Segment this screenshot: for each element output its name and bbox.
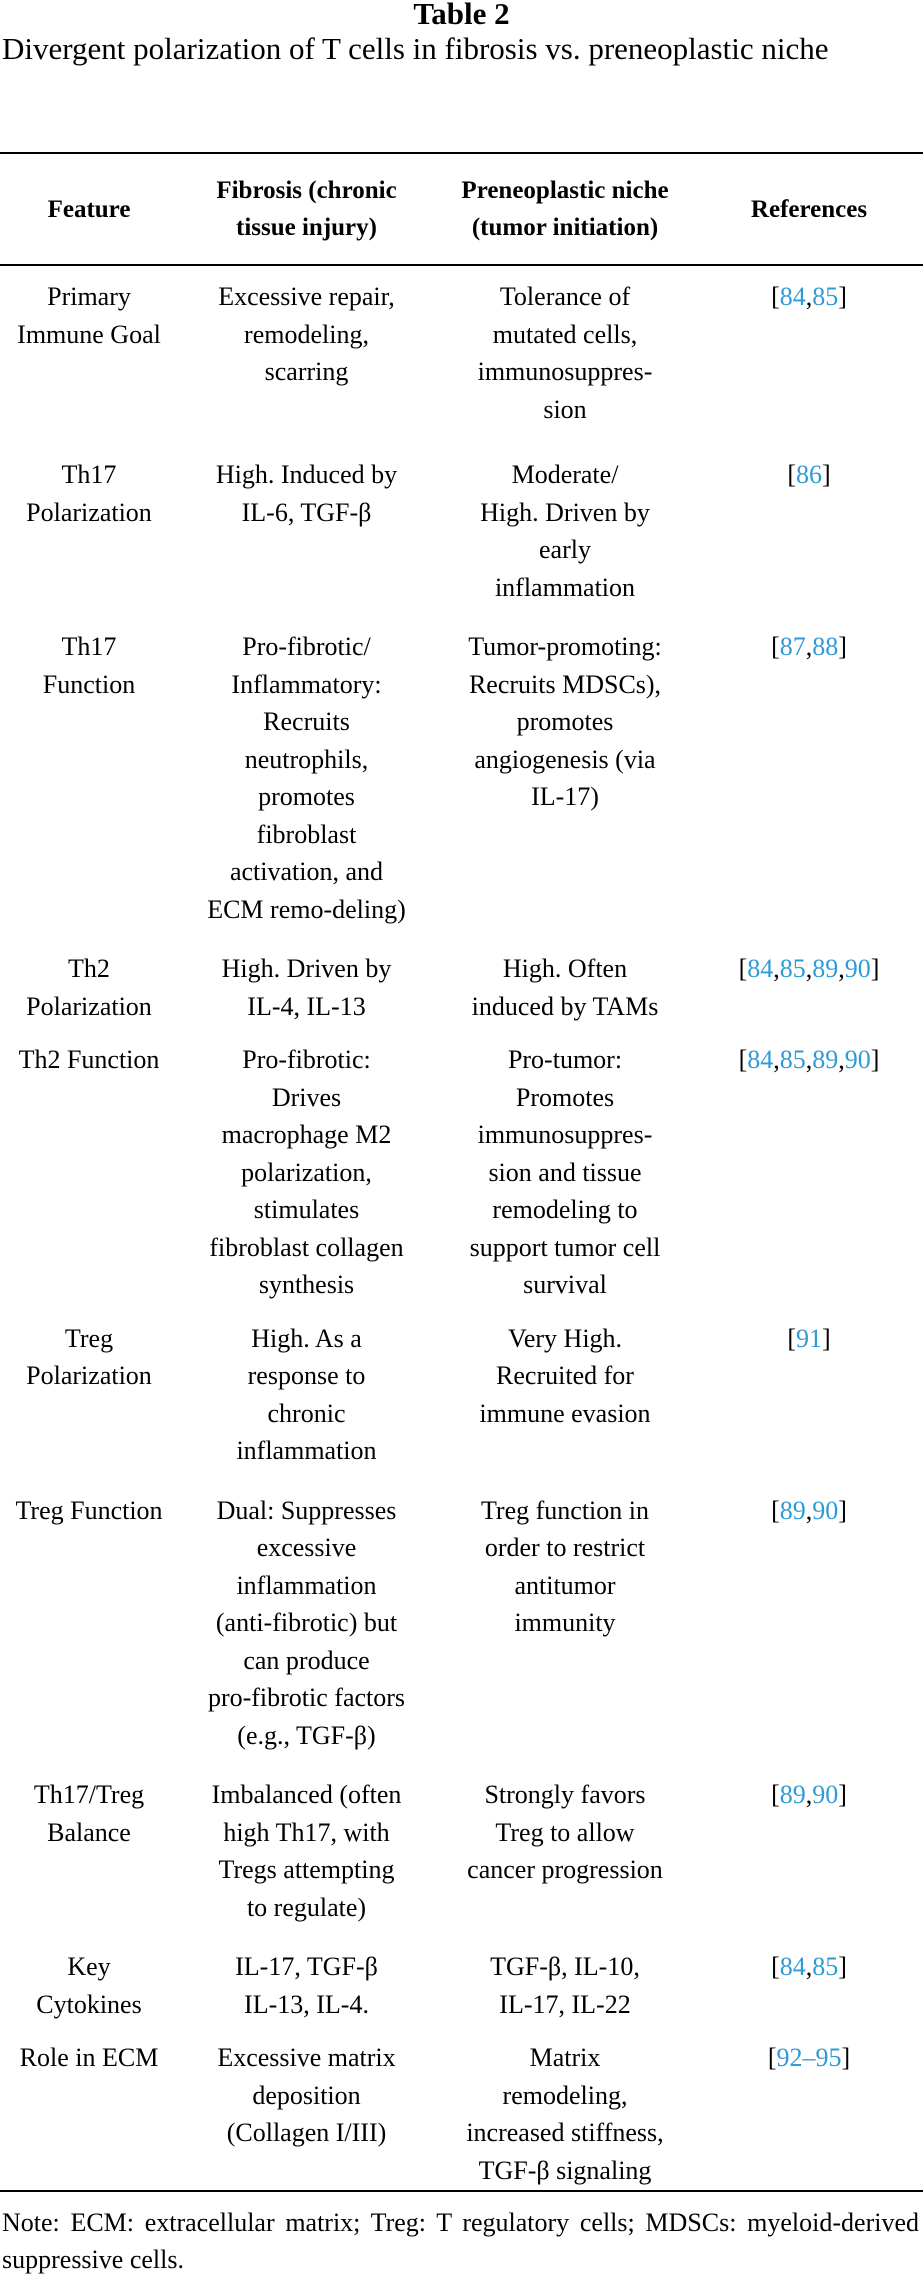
fibrosis-cell-line: (e.g., TGF-β) — [237, 1720, 376, 1750]
preneoplastic-cell-line: Pro-tumor: — [507, 1045, 623, 1074]
fibrosis-cell-line: synthesis — [258, 1270, 355, 1299]
fibrosis-cell-line: can produce — [243, 1645, 370, 1675]
reference-link[interactable]: 89 — [812, 1045, 839, 1074]
feature-cell-line: Balance — [47, 1817, 131, 1847]
preneoplastic-cell-line: Promotes — [515, 1082, 615, 1112]
fibrosis-cell-line: neutrophils, — [244, 744, 369, 774]
preneoplastic-cell-line: early — [539, 535, 591, 564]
fibrosis-cell-line: chronic — [267, 1398, 346, 1428]
preneoplastic-cell-line: increased stiffness, — [466, 2118, 664, 2147]
reference-link[interactable]: 89 — [779, 1495, 806, 1525]
fibrosis-cell — [178, 2039, 435, 2211]
table-caption: Divergent polarization of T cells in fibrosis vs. preneoplastic niche — [2, 31, 829, 66]
preneoplastic-cell-line: mutated cells, — [492, 319, 638, 349]
fibrosis-cell-line: fibroblast collagen — [209, 1232, 404, 1262]
fibrosis-cell-line: macrophage M2 — [221, 1120, 392, 1149]
preneoplastic-cell-line: TGF-β signaling — [478, 2155, 652, 2185]
preneoplastic-cell — [435, 628, 695, 950]
preneoplastic-cell-line: immunosuppres- — [477, 1120, 653, 1149]
fibrosis-cell-line: High. Induced by — [215, 460, 398, 489]
table-row — [0, 456, 923, 628]
references-cell: [89,90] — [771, 1780, 847, 1809]
feature-cell-line: Role in ECM — [19, 2043, 159, 2072]
feature-cell — [0, 1492, 178, 1777]
preneoplastic-cell-line: antitumor — [514, 1570, 616, 1600]
reference-link[interactable]: 90 — [844, 1045, 871, 1074]
feature-cell — [0, 1041, 178, 1320]
fibrosis-cell-line: activation, and — [229, 857, 384, 886]
fibrosis-cell-line: Recruits — [263, 707, 350, 736]
table-row — [0, 264, 923, 456]
reference-link[interactable]: 89 — [812, 954, 839, 983]
reference-link[interactable]: 91 — [796, 1323, 822, 1353]
table-row — [0, 1492, 923, 1777]
reference-link[interactable]: 90 — [812, 1780, 839, 1809]
preneoplastic-cell-line: angiogenesis (via — [474, 744, 656, 774]
feature-cell — [0, 628, 178, 950]
preneoplastic-cell — [435, 2039, 695, 2211]
preneoplastic-cell-line: Recruits MDSCs), — [468, 669, 662, 699]
fibrosis-cell — [178, 264, 435, 456]
preneoplastic-cell — [435, 1041, 695, 1320]
feature-cell — [0, 950, 178, 1041]
preneoplastic-cell-line: IL-17) — [531, 782, 599, 811]
fibrosis-cell-line: Drives — [271, 1082, 342, 1112]
preneoplastic-cell-line: sion and tissue — [488, 1157, 642, 1187]
preneoplastic-cell-line: survival — [523, 1270, 607, 1299]
references-cell: [84,85] — [771, 282, 847, 311]
feature-cell-line: Immune Goal — [17, 319, 161, 349]
fibrosis-cell-line: Tregs attempting — [218, 1855, 395, 1884]
fibrosis-cell-line: Excessive matrix — [217, 2043, 396, 2072]
preneoplastic-cell-line: order to restrict — [484, 1533, 646, 1562]
fibrosis-cell-line: Excessive repair, — [218, 282, 395, 311]
fibrosis-cell-line: high Th17, with — [223, 1817, 390, 1847]
preneoplastic-cell-line: immunosuppres- — [477, 357, 653, 386]
preneoplastic-cell-line: Tumor-promoting: — [468, 632, 662, 661]
feature-cell-line: Polarization — [26, 991, 152, 1021]
fibrosis-cell-line: promotes — [258, 782, 355, 811]
references-cell: [86] — [787, 460, 831, 489]
reference-link[interactable]: 85 — [779, 954, 806, 983]
table-row — [0, 628, 923, 950]
fibrosis-cell-line: IL-6, TGF-β — [241, 497, 372, 527]
feature-cell — [0, 2039, 178, 2211]
reference-link[interactable]: 88 — [812, 632, 839, 661]
feature-cell-line: Polarization — [26, 497, 152, 527]
preneoplastic-cell — [435, 1320, 695, 1492]
preneoplastic-cell-line: Moderate/ — [511, 460, 619, 489]
fibrosis-cell — [178, 1776, 435, 1948]
table-row — [0, 1041, 923, 1320]
fibrosis-cell — [178, 1492, 435, 1777]
references-cell: [89,90] — [771, 1495, 847, 1525]
reference-link[interactable]: 89 — [779, 1780, 806, 1809]
fibrosis-cell-line: (Collagen I/III) — [226, 2118, 387, 2147]
fibrosis-cell-line: remodeling, — [244, 319, 369, 349]
feature-cell-line: Th17 — [61, 632, 117, 661]
table-row — [0, 1320, 923, 1492]
preneoplastic-cell-line: Treg to allow — [495, 1817, 635, 1847]
fibrosis-cell — [178, 1948, 435, 2039]
preneoplastic-cell-line: sion — [543, 394, 587, 424]
references-cell: [84,85,89,90] — [738, 1045, 880, 1074]
fibrosis-cell-line: High. Driven by — [221, 954, 392, 983]
fibrosis-cell-line: inflammation — [236, 1570, 377, 1600]
fibrosis-cell-line: IL-17, TGF-β — [235, 1952, 378, 1981]
preneoplastic-cell-line: promotes — [516, 707, 614, 736]
preneoplastic-cell-line: inflammation — [494, 572, 636, 602]
fibrosis-cell-line: ECM remo-deling) — [207, 894, 406, 924]
preneoplastic-cell-line: immunity — [514, 1608, 616, 1637]
feature-cell-line: Th2 — [68, 954, 110, 983]
reference-link[interactable]: 84 — [747, 954, 774, 983]
preneoplastic-cell-line: support tumor cell — [469, 1232, 661, 1262]
feature-cell-line: Cytokines — [36, 1989, 142, 2019]
polarization-table — [0, 154, 923, 2211]
fibrosis-cell-line: Pro-fibrotic: — [242, 1045, 371, 1074]
preneoplastic-cell — [435, 1776, 695, 1948]
references-cell: [92–95] — [767, 2043, 851, 2072]
reference-link[interactable]: 87 — [779, 632, 806, 661]
header-row — [0, 154, 923, 264]
preneoplastic-cell-line: cancer progression — [467, 1855, 663, 1884]
table-row — [0, 950, 923, 1041]
header-fibrosis: Fibrosis (chronic tissue injury) — [216, 177, 397, 241]
header-feature: Feature — [47, 195, 131, 223]
feature-cell — [0, 456, 178, 628]
feature-cell — [0, 1320, 178, 1492]
fibrosis-cell-line: to regulate) — [246, 1892, 367, 1922]
fibrosis-cell-line: inflammation — [236, 1436, 377, 1465]
table-number: Table 2 — [413, 0, 510, 31]
table-row — [0, 1948, 923, 2039]
fibrosis-cell-line: polarization, — [241, 1157, 372, 1187]
preneoplastic-cell-line: High. Driven by — [480, 497, 650, 527]
table-note: Note: ECM: extracellular matrix; Treg: T regulatory cells; MDSCs: myeloid-derived suppressive cells. — [2, 2208, 919, 2274]
fibrosis-cell-line: (anti-fibrotic) but — [215, 1608, 398, 1637]
reference-link[interactable]: 92–95 — [776, 2043, 842, 2072]
header-preneoplastic: Preneoplastic niche (tumor initiation) — [461, 177, 669, 241]
fibrosis-cell-line: response to — [247, 1361, 366, 1390]
header-references: References — [750, 195, 868, 223]
preneoplastic-cell — [435, 1948, 695, 2039]
fibrosis-cell-line: excessive — [256, 1533, 357, 1562]
preneoplastic-cell-line: immune evasion — [479, 1398, 651, 1428]
preneoplastic-cell-line: Matrix — [529, 2043, 601, 2072]
feature-cell-line: Polarization — [26, 1361, 152, 1390]
reference-link[interactable]: 84 — [747, 1045, 774, 1074]
preneoplastic-cell-line: remodeling to — [492, 1195, 638, 1224]
references-cell: [84,85,89,90] — [738, 954, 880, 983]
reference-link[interactable]: 90 — [844, 954, 871, 983]
fibrosis-cell — [178, 950, 435, 1041]
feature-cell — [0, 1948, 178, 2039]
fibrosis-cell-line: Dual: Suppresses — [216, 1495, 397, 1525]
preneoplastic-cell-line: induced by TAMs — [471, 991, 659, 1021]
fibrosis-cell — [178, 628, 435, 950]
feature-cell-line: Th17/Treg — [33, 1780, 145, 1809]
preneoplastic-cell — [435, 950, 695, 1041]
feature-cell — [0, 264, 178, 456]
preneoplastic-cell — [435, 1492, 695, 1777]
reference-link[interactable]: 85 — [812, 1952, 839, 1981]
table-row — [0, 2039, 923, 2211]
fibrosis-cell-line: IL-13, IL-4. — [244, 1989, 369, 2019]
feature-cell — [0, 1776, 178, 1948]
fibrosis-cell-line: Inflammatory: — [231, 669, 382, 699]
preneoplastic-cell — [435, 264, 695, 456]
preneoplastic-cell-line: Very High. — [507, 1323, 623, 1353]
fibrosis-cell — [178, 1320, 435, 1492]
fibrosis-cell-line: High. As a — [251, 1323, 362, 1353]
fibrosis-cell — [178, 1041, 435, 1320]
feature-cell-line: Primary — [47, 282, 131, 311]
feature-cell-line: Th17 — [61, 460, 117, 489]
preneoplastic-cell-line: Treg function in — [480, 1495, 650, 1525]
reference-link[interactable]: 90 — [812, 1495, 839, 1525]
fibrosis-cell-line: IL-4, IL-13 — [247, 991, 366, 1021]
reference-link[interactable]: 85 — [812, 282, 839, 311]
fibrosis-cell — [178, 456, 435, 628]
feature-cell-line: Treg — [64, 1323, 114, 1353]
reference-link[interactable]: 84 — [779, 282, 806, 311]
preneoplastic-cell-line: High. Often — [502, 954, 628, 983]
fibrosis-cell-line: scarring — [264, 357, 349, 386]
fibrosis-cell-line: Pro-fibrotic/ — [242, 632, 371, 661]
feature-cell-line: Th2 Function — [18, 1045, 160, 1074]
fibrosis-cell-line: fibroblast — [256, 819, 357, 849]
table-row — [0, 1776, 923, 1948]
preneoplastic-cell-line: IL-17, IL-22 — [499, 1989, 631, 2019]
feature-cell-line: Treg Function — [15, 1495, 163, 1525]
references-cell: [91] — [787, 1323, 831, 1353]
fibrosis-cell-line: stimulates — [253, 1195, 360, 1224]
fibrosis-cell-line: deposition — [252, 2080, 361, 2110]
reference-link[interactable]: 84 — [779, 1952, 806, 1981]
reference-link[interactable]: 86 — [796, 460, 822, 489]
preneoplastic-cell-line: Recruited for — [496, 1361, 634, 1390]
references-cell: [84,85] — [771, 1952, 847, 1981]
feature-cell-line: Function — [42, 669, 136, 699]
bottom-rule — [0, 2190, 923, 2192]
preneoplastic-cell-line: Strongly favors — [484, 1780, 646, 1809]
preneoplastic-cell-line: TGF-β, IL-10, — [490, 1952, 640, 1981]
preneoplastic-cell — [435, 456, 695, 628]
references-cell: [87,88] — [771, 632, 847, 661]
fibrosis-cell-line: pro-fibrotic factors — [207, 1683, 406, 1712]
feature-cell-line: Key — [67, 1952, 111, 1981]
reference-link[interactable]: 85 — [779, 1045, 806, 1074]
fibrosis-cell-line: Imbalanced (often — [211, 1780, 402, 1809]
preneoplastic-cell-line: remodeling, — [502, 2080, 628, 2110]
preneoplastic-cell-line: Tolerance of — [499, 282, 631, 311]
